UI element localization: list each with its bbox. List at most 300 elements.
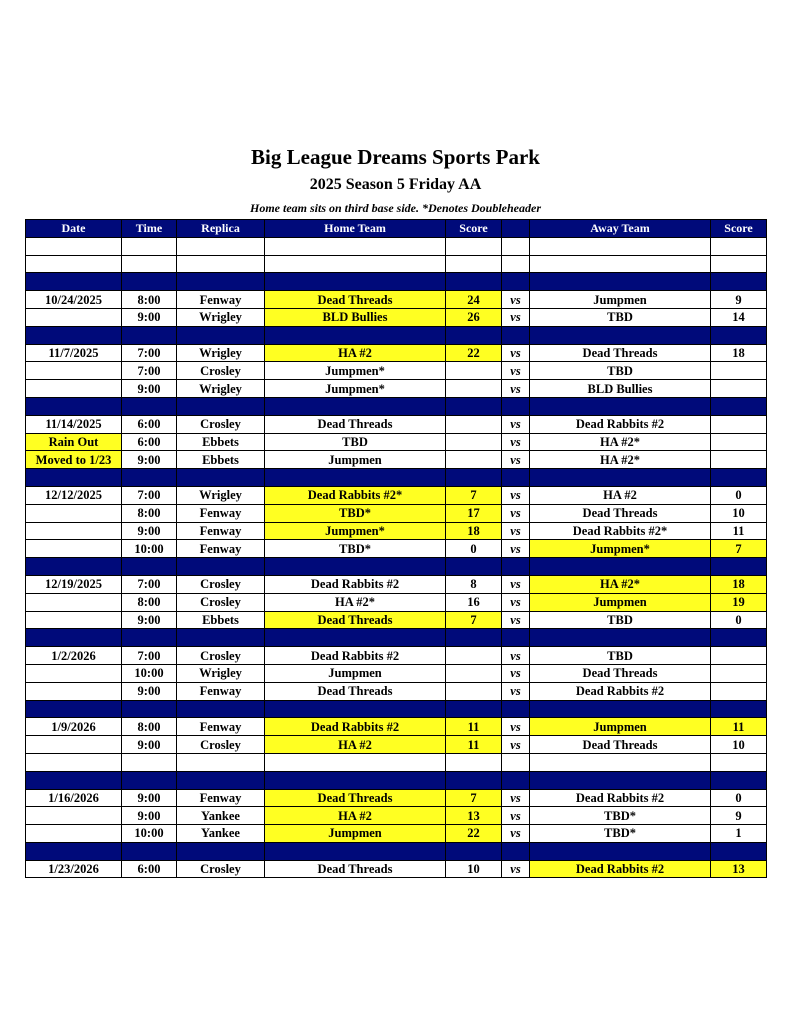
cell-replica: Crosley xyxy=(177,575,265,593)
table-row xyxy=(26,807,767,825)
cell-date xyxy=(26,842,122,860)
cell-away-score xyxy=(711,664,767,682)
cell-away-score: 9 xyxy=(711,291,767,309)
cell-time: 9:00 xyxy=(122,522,177,540)
table-row xyxy=(26,522,767,540)
cell-home-score: 7 xyxy=(446,486,502,504)
cell-date xyxy=(26,362,122,380)
cell-time xyxy=(122,771,177,789)
cell-home-team: TBD* xyxy=(265,540,446,558)
cell-time xyxy=(122,273,177,291)
cell-home-score: 26 xyxy=(446,308,502,326)
cell-away-score: 10 xyxy=(711,736,767,754)
cell-replica xyxy=(177,558,265,576)
cell-away-score: 1 xyxy=(711,825,767,843)
cell-replica xyxy=(177,771,265,789)
cell-replica: Crosley xyxy=(177,647,265,665)
cell-replica xyxy=(177,700,265,718)
cell-vs: vs xyxy=(502,611,530,629)
cell-time: 7:00 xyxy=(122,486,177,504)
cell-away-team xyxy=(530,469,711,487)
table-row xyxy=(26,860,767,878)
table-row xyxy=(26,362,767,380)
cell-date: Moved to 1/23 xyxy=(26,451,122,469)
cell-vs: vs xyxy=(502,825,530,843)
cell-time xyxy=(122,629,177,647)
cell-home-team xyxy=(265,771,446,789)
table-row xyxy=(26,415,767,433)
cell-away-team: Jumpmen xyxy=(530,593,711,611)
cell-away-team: TBD* xyxy=(530,807,711,825)
cell-time xyxy=(122,700,177,718)
cell-date xyxy=(26,736,122,754)
cell-home-score: 22 xyxy=(446,825,502,843)
cell-time: 6:00 xyxy=(122,433,177,451)
cell-home-team: Jumpmen xyxy=(265,664,446,682)
cell-time: 10:00 xyxy=(122,540,177,558)
cell-home-team xyxy=(265,629,446,647)
cell-home-score xyxy=(446,255,502,273)
cell-replica: Wrigley xyxy=(177,380,265,398)
cell-replica xyxy=(177,273,265,291)
section-divider-row xyxy=(26,700,767,718)
cell-vs xyxy=(502,753,530,771)
column-header-time: Time xyxy=(122,220,177,238)
cell-vs: vs xyxy=(502,647,530,665)
cell-home-team: Dead Threads xyxy=(265,415,446,433)
cell-vs xyxy=(502,397,530,415)
cell-date xyxy=(26,326,122,344)
cell-vs: vs xyxy=(502,682,530,700)
cell-replica: Yankee xyxy=(177,807,265,825)
cell-replica xyxy=(177,629,265,647)
cell-away-team xyxy=(530,397,711,415)
cell-date xyxy=(26,700,122,718)
cell-home-team: Dead Threads xyxy=(265,291,446,309)
cell-date: 11/14/2025 xyxy=(26,415,122,433)
cell-away-score xyxy=(711,771,767,789)
cell-date xyxy=(26,771,122,789)
cell-time: 9:00 xyxy=(122,380,177,398)
table-row xyxy=(26,611,767,629)
cell-away-team: Dead Threads xyxy=(530,344,711,362)
cell-home-team xyxy=(265,273,446,291)
cell-date: 11/7/2025 xyxy=(26,344,122,362)
cell-date xyxy=(26,629,122,647)
cell-away-team xyxy=(530,753,711,771)
cell-away-team: TBD xyxy=(530,611,711,629)
cell-time xyxy=(122,753,177,771)
cell-replica: Fenway xyxy=(177,522,265,540)
column-header-home-team: Home Team xyxy=(265,220,446,238)
cell-time: 8:00 xyxy=(122,593,177,611)
cell-away-team: TBD* xyxy=(530,825,711,843)
cell-replica: Crosley xyxy=(177,860,265,878)
cell-vs xyxy=(502,629,530,647)
cell-home-score xyxy=(446,664,502,682)
cell-replica: Ebbets xyxy=(177,433,265,451)
cell-vs: vs xyxy=(502,540,530,558)
cell-away-score xyxy=(711,647,767,665)
cell-vs xyxy=(502,842,530,860)
cell-vs: vs xyxy=(502,504,530,522)
table-row xyxy=(26,664,767,682)
section-divider-row xyxy=(26,397,767,415)
cell-time: 8:00 xyxy=(122,504,177,522)
blank-row xyxy=(26,255,767,273)
column-header-replica: Replica xyxy=(177,220,265,238)
cell-time: 7:00 xyxy=(122,362,177,380)
cell-time: 9:00 xyxy=(122,682,177,700)
cell-away-team: HA #2* xyxy=(530,433,711,451)
cell-date: 1/23/2026 xyxy=(26,860,122,878)
cell-vs xyxy=(502,469,530,487)
cell-away-team: Dead Rabbits #2 xyxy=(530,860,711,878)
cell-replica: Ebbets xyxy=(177,451,265,469)
cell-home-team xyxy=(265,326,446,344)
page-title: Big League Dreams Sports Park xyxy=(251,145,540,169)
cell-away-team: Jumpmen xyxy=(530,718,711,736)
table-row xyxy=(26,380,767,398)
cell-away-score: 10 xyxy=(711,504,767,522)
cell-time: 6:00 xyxy=(122,415,177,433)
cell-home-team xyxy=(265,700,446,718)
cell-date xyxy=(26,273,122,291)
cell-away-score xyxy=(711,682,767,700)
cell-away-score: 18 xyxy=(711,344,767,362)
schedule-table xyxy=(25,219,767,878)
cell-home-score xyxy=(446,753,502,771)
cell-date xyxy=(26,469,122,487)
schedule-note: Home team sits on third base side. *Denotes Doubleheader xyxy=(250,201,541,215)
cell-away-team xyxy=(530,558,711,576)
cell-home-team: Dead Threads xyxy=(265,860,446,878)
cell-vs: vs xyxy=(502,575,530,593)
cell-time xyxy=(122,558,177,576)
cell-time: 9:00 xyxy=(122,736,177,754)
cell-home-score xyxy=(446,397,502,415)
table-row xyxy=(26,593,767,611)
section-divider-row xyxy=(26,771,767,789)
cell-home-team: Dead Rabbits #2 xyxy=(265,718,446,736)
table-row xyxy=(26,682,767,700)
cell-replica xyxy=(177,397,265,415)
cell-date xyxy=(26,397,122,415)
cell-away-score: 7 xyxy=(711,540,767,558)
cell-home-team xyxy=(265,397,446,415)
cell-time: 10:00 xyxy=(122,664,177,682)
cell-home-team: HA #2 xyxy=(265,807,446,825)
cell-home-team: TBD* xyxy=(265,504,446,522)
cell-home-team: Jumpmen xyxy=(265,825,446,843)
table-row xyxy=(26,718,767,736)
cell-vs: vs xyxy=(502,860,530,878)
cell-date xyxy=(26,255,122,273)
cell-home-team: Dead Rabbits #2* xyxy=(265,486,446,504)
cell-home-score xyxy=(446,771,502,789)
cell-date: 10/24/2025 xyxy=(26,291,122,309)
cell-vs: vs xyxy=(502,308,530,326)
cell-away-team: Dead Rabbits #2* xyxy=(530,522,711,540)
table-row xyxy=(26,504,767,522)
cell-replica xyxy=(177,326,265,344)
cell-replica: Fenway xyxy=(177,789,265,807)
cell-replica: Wrigley xyxy=(177,344,265,362)
cell-vs: vs xyxy=(502,736,530,754)
cell-time: 7:00 xyxy=(122,344,177,362)
cell-replica: Wrigley xyxy=(177,486,265,504)
cell-date xyxy=(26,807,122,825)
cell-away-score: 0 xyxy=(711,486,767,504)
cell-away-team xyxy=(530,237,711,255)
cell-replica: Fenway xyxy=(177,504,265,522)
table-row xyxy=(26,647,767,665)
cell-vs xyxy=(502,700,530,718)
cell-replica xyxy=(177,255,265,273)
cell-away-score xyxy=(711,700,767,718)
table-row xyxy=(26,308,767,326)
cell-away-team: Dead Threads xyxy=(530,664,711,682)
cell-home-score: 18 xyxy=(446,522,502,540)
cell-away-team: HA #2* xyxy=(530,451,711,469)
table-row xyxy=(26,451,767,469)
cell-away-score: 11 xyxy=(711,522,767,540)
table-row xyxy=(26,291,767,309)
cell-away-score: 19 xyxy=(711,593,767,611)
cell-home-score: 24 xyxy=(446,291,502,309)
column-header-home-score: Score xyxy=(446,220,502,238)
cell-date xyxy=(26,558,122,576)
cell-home-score xyxy=(446,682,502,700)
cell-date: 1/16/2026 xyxy=(26,789,122,807)
cell-vs: vs xyxy=(502,451,530,469)
cell-home-score xyxy=(446,433,502,451)
cell-away-score xyxy=(711,433,767,451)
cell-away-score xyxy=(711,237,767,255)
cell-vs: vs xyxy=(502,789,530,807)
cell-home-score: 7 xyxy=(446,611,502,629)
cell-home-score xyxy=(446,469,502,487)
cell-home-score xyxy=(446,647,502,665)
cell-away-score xyxy=(711,380,767,398)
table-row xyxy=(26,486,767,504)
schedule-body xyxy=(26,237,767,878)
cell-away-team: HA #2* xyxy=(530,575,711,593)
cell-replica: Ebbets xyxy=(177,611,265,629)
cell-replica xyxy=(177,753,265,771)
cell-date xyxy=(26,682,122,700)
cell-replica: Fenway xyxy=(177,682,265,700)
column-header-away-team: Away Team xyxy=(530,220,711,238)
cell-away-score: 0 xyxy=(711,789,767,807)
blank-row xyxy=(26,237,767,255)
cell-replica: Fenway xyxy=(177,291,265,309)
cell-away-score xyxy=(711,842,767,860)
cell-away-team: Dead Rabbits #2 xyxy=(530,789,711,807)
cell-vs: vs xyxy=(502,291,530,309)
cell-time: 7:00 xyxy=(122,575,177,593)
cell-home-score: 10 xyxy=(446,860,502,878)
cell-home-team: Dead Rabbits #2 xyxy=(265,575,446,593)
section-divider-row xyxy=(26,469,767,487)
cell-home-score: 11 xyxy=(446,718,502,736)
cell-home-team: TBD xyxy=(265,433,446,451)
cell-home-team: Dead Threads xyxy=(265,682,446,700)
cell-away-team: Jumpmen* xyxy=(530,540,711,558)
cell-date xyxy=(26,825,122,843)
table-row xyxy=(26,433,767,451)
cell-replica: Crosley xyxy=(177,362,265,380)
cell-home-score: 16 xyxy=(446,593,502,611)
cell-home-score xyxy=(446,273,502,291)
cell-home-team xyxy=(265,255,446,273)
cell-away-score: 0 xyxy=(711,611,767,629)
cell-away-team: TBD xyxy=(530,362,711,380)
cell-date xyxy=(26,380,122,398)
column-header-date: Date xyxy=(26,220,122,238)
cell-time: 8:00 xyxy=(122,718,177,736)
cell-home-score: 8 xyxy=(446,575,502,593)
cell-date xyxy=(26,664,122,682)
cell-home-team xyxy=(265,237,446,255)
table-row xyxy=(26,540,767,558)
cell-away-team: HA #2 xyxy=(530,486,711,504)
cell-home-team: HA #2 xyxy=(265,344,446,362)
cell-date xyxy=(26,237,122,255)
cell-away-score xyxy=(711,415,767,433)
cell-replica: Crosley xyxy=(177,736,265,754)
cell-away-team xyxy=(530,629,711,647)
cell-home-score xyxy=(446,326,502,344)
cell-vs xyxy=(502,273,530,291)
cell-away-team xyxy=(530,842,711,860)
cell-home-score: 7 xyxy=(446,789,502,807)
blank-row xyxy=(26,753,767,771)
column-header-away-score: Score xyxy=(711,220,767,238)
cell-vs xyxy=(502,326,530,344)
cell-vs: vs xyxy=(502,807,530,825)
cell-vs: vs xyxy=(502,344,530,362)
cell-time: 8:00 xyxy=(122,291,177,309)
table-row xyxy=(26,789,767,807)
cell-replica: Crosley xyxy=(177,593,265,611)
cell-away-team: Dead Rabbits #2 xyxy=(530,682,711,700)
cell-home-score: 0 xyxy=(446,540,502,558)
cell-vs: vs xyxy=(502,593,530,611)
cell-date xyxy=(26,504,122,522)
cell-home-team: Dead Rabbits #2 xyxy=(265,647,446,665)
cell-date xyxy=(26,753,122,771)
cell-date: 1/9/2026 xyxy=(26,718,122,736)
cell-away-score: 13 xyxy=(711,860,767,878)
cell-time xyxy=(122,255,177,273)
cell-vs: vs xyxy=(502,664,530,682)
cell-away-score: 9 xyxy=(711,807,767,825)
cell-vs: vs xyxy=(502,486,530,504)
cell-time xyxy=(122,842,177,860)
cell-date: 12/19/2025 xyxy=(26,575,122,593)
cell-home-score: 22 xyxy=(446,344,502,362)
cell-away-score xyxy=(711,469,767,487)
cell-time xyxy=(122,397,177,415)
cell-vs xyxy=(502,558,530,576)
cell-home-score xyxy=(446,700,502,718)
cell-date xyxy=(26,593,122,611)
cell-date xyxy=(26,540,122,558)
cell-home-score xyxy=(446,237,502,255)
cell-date: Rain Out xyxy=(26,433,122,451)
cell-away-score xyxy=(711,273,767,291)
cell-date xyxy=(26,611,122,629)
cell-home-team: BLD Bullies xyxy=(265,308,446,326)
cell-home-team: HA #2 xyxy=(265,736,446,754)
cell-date xyxy=(26,308,122,326)
cell-away-team xyxy=(530,273,711,291)
cell-replica: Wrigley xyxy=(177,308,265,326)
cell-away-team: TBD xyxy=(530,308,711,326)
cell-away-team: Dead Threads xyxy=(530,504,711,522)
cell-home-team: HA #2* xyxy=(265,593,446,611)
cell-time: 7:00 xyxy=(122,647,177,665)
table-row xyxy=(26,344,767,362)
cell-away-team xyxy=(530,326,711,344)
cell-away-score: 11 xyxy=(711,718,767,736)
cell-away-score: 18 xyxy=(711,575,767,593)
cell-replica: Wrigley xyxy=(177,664,265,682)
table-header-row xyxy=(26,220,767,238)
cell-home-team xyxy=(265,753,446,771)
cell-vs xyxy=(502,237,530,255)
cell-home-score xyxy=(446,629,502,647)
table-row xyxy=(26,575,767,593)
cell-replica xyxy=(177,842,265,860)
cell-home-score xyxy=(446,451,502,469)
cell-away-team: Dead Threads xyxy=(530,736,711,754)
cell-home-score xyxy=(446,558,502,576)
cell-away-score xyxy=(711,451,767,469)
cell-replica: Fenway xyxy=(177,718,265,736)
cell-away-score xyxy=(711,255,767,273)
cell-away-score xyxy=(711,629,767,647)
cell-away-score: 14 xyxy=(711,308,767,326)
cell-home-team xyxy=(265,842,446,860)
cell-home-score xyxy=(446,842,502,860)
cell-home-score xyxy=(446,380,502,398)
section-divider-row xyxy=(26,629,767,647)
cell-away-score xyxy=(711,362,767,380)
cell-vs: vs xyxy=(502,362,530,380)
section-divider-row xyxy=(26,326,767,344)
cell-away-score xyxy=(711,558,767,576)
cell-home-team: Jumpmen* xyxy=(265,380,446,398)
cell-home-team xyxy=(265,469,446,487)
cell-away-score xyxy=(711,753,767,771)
cell-vs: vs xyxy=(502,380,530,398)
cell-replica: Crosley xyxy=(177,415,265,433)
cell-replica xyxy=(177,237,265,255)
cell-home-team: Jumpmen* xyxy=(265,522,446,540)
cell-away-team: Jumpmen xyxy=(530,291,711,309)
cell-away-team xyxy=(530,255,711,273)
table-row xyxy=(26,825,767,843)
cell-replica: Yankee xyxy=(177,825,265,843)
cell-home-score: 13 xyxy=(446,807,502,825)
page-subtitle: 2025 Season 5 Friday AA xyxy=(309,176,482,193)
cell-vs: vs xyxy=(502,415,530,433)
cell-away-team: TBD xyxy=(530,647,711,665)
cell-away-score xyxy=(711,397,767,415)
cell-replica: Fenway xyxy=(177,540,265,558)
